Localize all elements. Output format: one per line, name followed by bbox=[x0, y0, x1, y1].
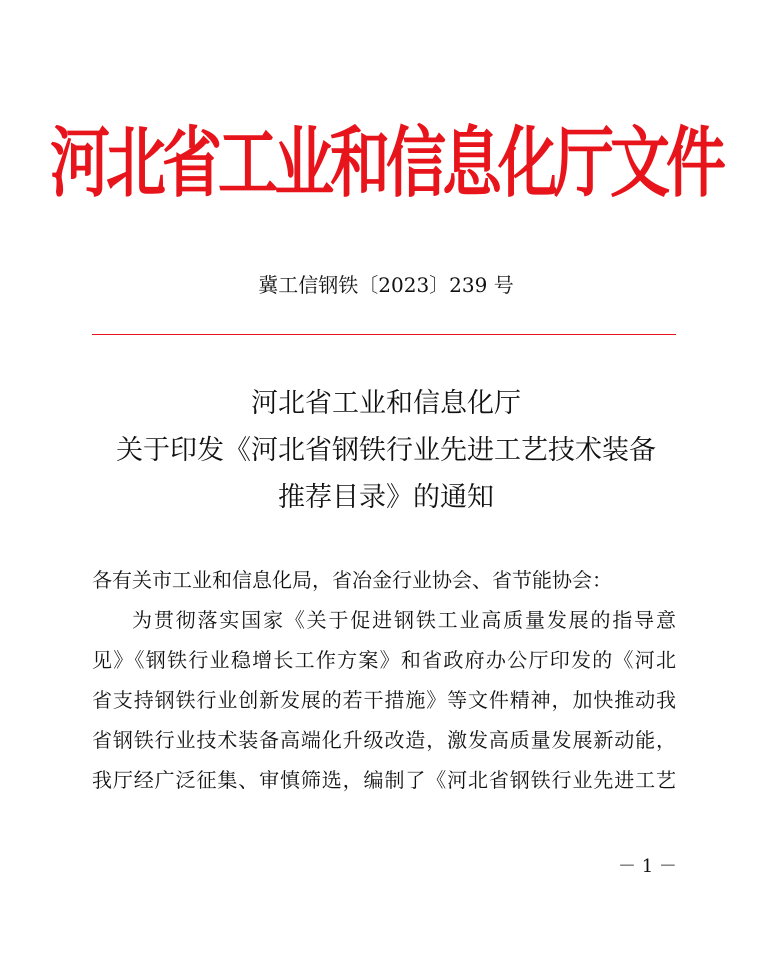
paragraph-line-5: 我厅经广泛征集、审慎筛选，编制了《河北省钢铁行业先进工艺 bbox=[92, 768, 676, 792]
red-header-title: 河北省工业和信息化厅文件 bbox=[50, 119, 722, 209]
title-line-2: 关于印发《河北省钢铁行业先进工艺技术装备 bbox=[116, 435, 656, 466]
red-separator-line bbox=[92, 334, 676, 335]
page-number: － 1 － bbox=[618, 856, 677, 877]
body-text bbox=[92, 560, 692, 800]
salutation: 各有关市工业和信息化局，省冶金行业协会、省节能协会： bbox=[92, 568, 612, 592]
paragraph-line-4: 省钢铁行业技术装备高端化升级改造，激发高质量发展新动能， bbox=[92, 728, 676, 752]
paragraph-line-1: 为贯彻落实国家《关于促进钢铁工业高质量发展的指导意 bbox=[132, 608, 676, 632]
paragraph-line-3: 省支持钢铁行业创新发展的若干措施》等文件精神，加快推动我 bbox=[92, 688, 676, 712]
title-line-3: 推荐目录》的通知 bbox=[278, 482, 494, 513]
paragraph-line-2: 见》《钢铁行业稳增长工作方案》和省政府办公厅印发的《河北 bbox=[92, 648, 676, 672]
document-number: 冀工信钢铁〔2023〕239 号 bbox=[258, 273, 514, 297]
title-line-1: 河北省工业和信息化厅 bbox=[251, 388, 521, 419]
notice-title bbox=[0, 380, 772, 521]
